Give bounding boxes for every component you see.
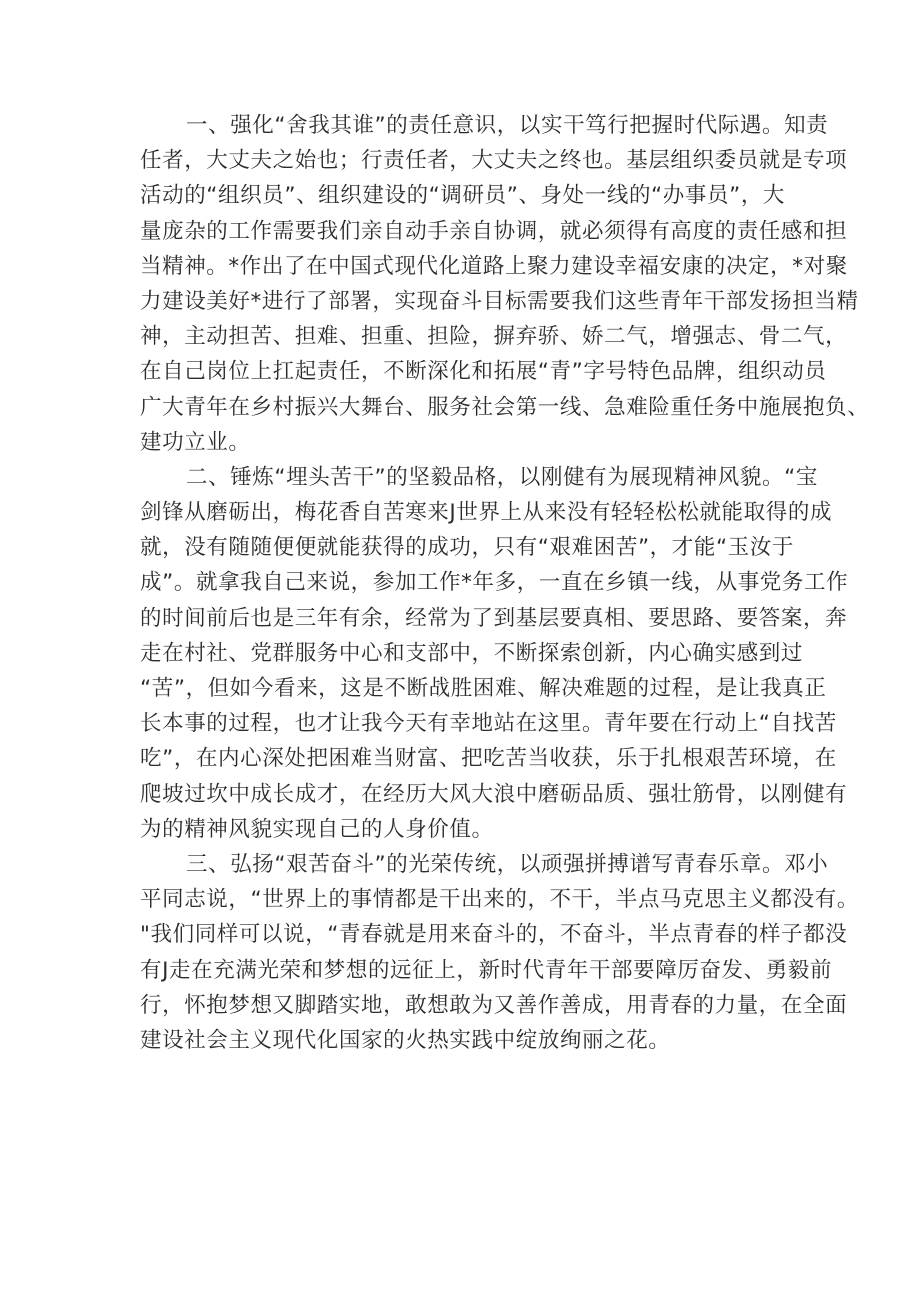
paragraph-line: 二、锤炼“埋头苦干”的坚毅品格，以刚健有为展现精神风貌。“宝 (186, 464, 818, 490)
paragraph-line: 爬坡过坎中成长成才，在经历大风大浪中磨砺品质、强壮筋骨，以刚健有 (140, 781, 848, 807)
paragraph-line: 建设社会主义现代化国家的火热实践中绽放绚丽之花。 (140, 1027, 671, 1053)
paragraph-line: 任者，大丈夫之始也；行责任者，大丈夫之终也。基层组织委员就是专项 (140, 148, 848, 174)
paragraph-line: 在自己岗位上扛起责任，不断深化和拓展“青”字号特色品牌，组织动员 (140, 359, 827, 385)
paragraph-line: 的时间前后也是三年有余，经常为了到基层要真相、要思路、要答案，奔 (140, 605, 848, 631)
paragraph-3 (140, 847, 859, 1058)
paragraph-line: 吃”，在内心深处把困难当财富、把吃苦当收获，乐于扎根艰苦环境，在 (140, 746, 837, 772)
paragraph-2 (140, 460, 849, 847)
paragraph-line: 为的精神风貌实现自己的人身价值。 (140, 816, 494, 842)
paragraph-line: 有J走在充满光荣和梦想的远征上，新时代青年干部要障厉奋发、勇毅前 (140, 957, 833, 983)
paragraph-line: 三、弘扬“艰苦奋斗”的光荣传统，以顽强拼搏谱写青春乐章。邓小 (186, 851, 829, 877)
paragraph-line: "我们同样可以说，“青春就是用来奋斗的，不奋斗，半点青春的样子都没 (140, 922, 848, 948)
document-body (140, 108, 870, 1058)
paragraph-1 (140, 108, 870, 460)
paragraph-line: 平同志说，“世界上的事情都是干出来的，不干，半点马克思主义都没有。 (140, 887, 859, 913)
paragraph-line: 当精神。*作出了在中国式现代化道路上聚力建设幸福安康的决定，*对聚 (140, 253, 848, 279)
paragraph-line: 成”。就拿我自己来说，参加工作*年多，一直在乡镇一线，从事党务工作 (140, 570, 849, 596)
paragraph-line: 剑锋从磨砺出，梅花香自苦寒来J世界上从来没有轻轻松松就能取得的成 (140, 500, 833, 526)
paragraph-line: 量庞杂的工作需要我们亲自动手亲自协调，就必须得有高度的责任感和担 (140, 218, 848, 244)
paragraph-line: 一、强化“舍我其谁”的责任意识，以实干笃行把握时代际遇。知责 (186, 113, 829, 138)
paragraph-line: 长本事的过程，也才让我今天有幸地站在这里。青年要在行动上“自找苦 (140, 711, 837, 737)
paragraph-line: “苦”，但如今看来，这是不断战胜困难、解决难题的过程，是让我真正 (140, 676, 827, 701)
paragraph-line: 行，怀抱梦想又脚踏实地，敢想敢为又善作善成，用青春的力量，在全面 (140, 992, 848, 1018)
paragraph-line: 活动的“组织员”、组织建设的“调研员”、身处一线的“办事员”，大 (140, 183, 786, 209)
paragraph-line: 力建设美好*进行了部署，实现奋斗目标需要我们这些青年干部发扬担当精 (140, 288, 859, 314)
paragraph-line: 就，没有随随便便就能获得的成功，只有“艰难困苦”，才能“玉汝于 (140, 535, 795, 561)
paragraph-line: 走在村社、党群服务中心和支部中，不断探索创新，内心确实感到过 (140, 640, 804, 666)
paragraph-line: 广大青年在乡村振兴大舞台、服务社会第一线、急难险重任务中施展抱负、 (140, 394, 870, 420)
paragraph-line: 神，主动担苦、担难、担重、担险，摒弃骄、娇二气，增强志、骨二气， (140, 324, 848, 350)
paragraph-line: 建功立业。 (140, 429, 251, 455)
